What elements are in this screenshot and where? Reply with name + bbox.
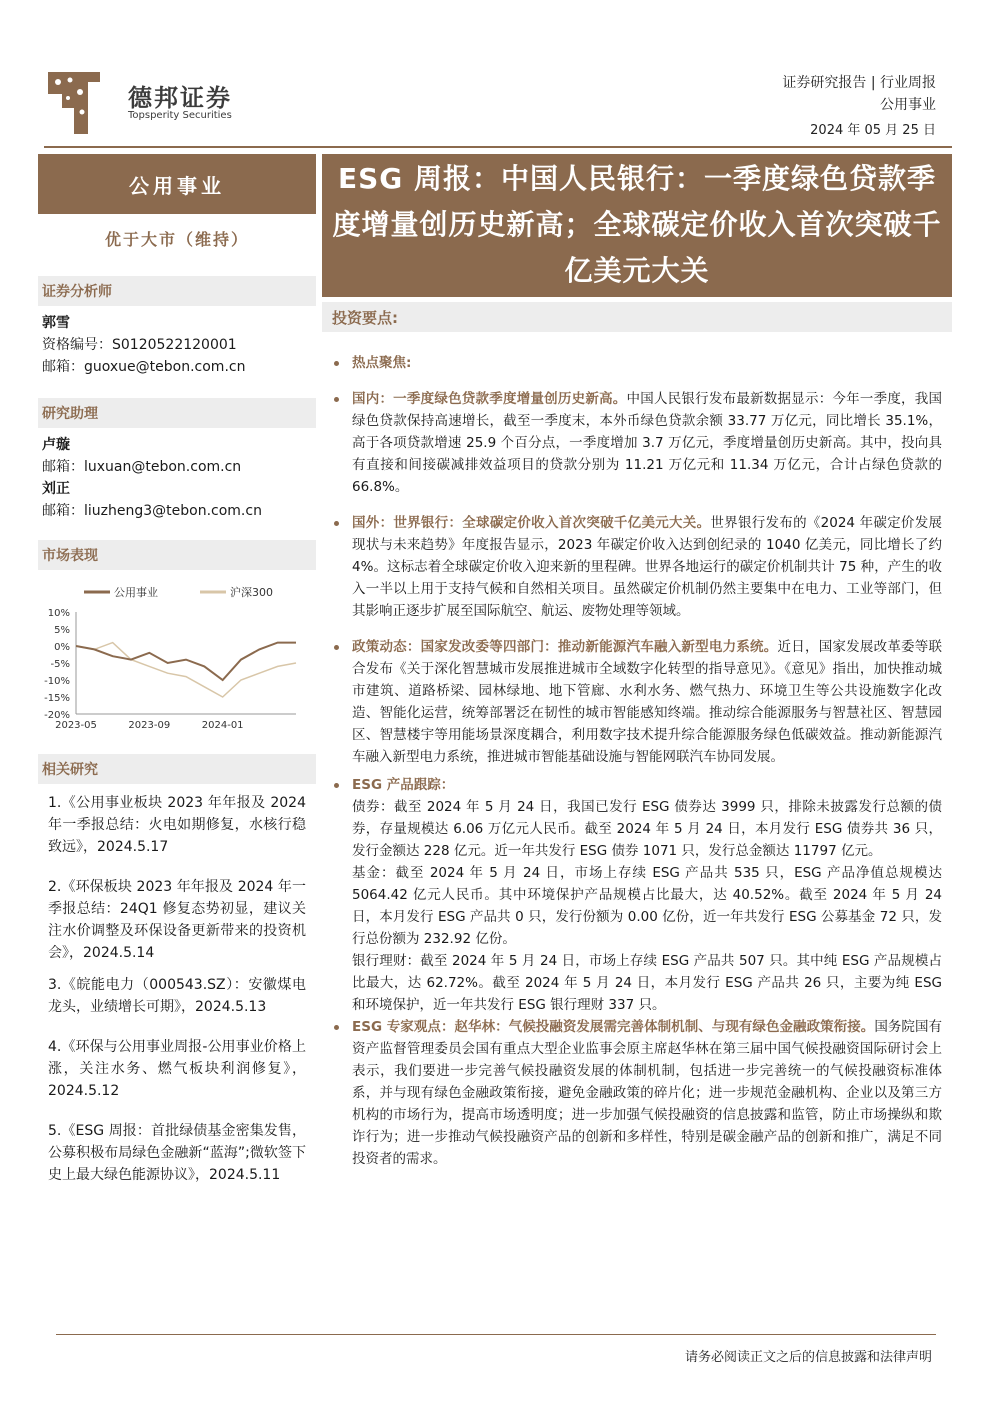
footer-disclaimer: 请务必阅读正文之后的信息披露和法律声明: [684, 1350, 932, 1365]
y-tick-label: -15%: [44, 693, 70, 704]
y-tick-label: -5%: [50, 659, 70, 670]
analyst-email: 邮箱：guoxue@tebon.com.cn: [42, 359, 246, 375]
focus-title: 热点聚焦:: [352, 355, 412, 371]
report-type: 证券研究报告 | 行业周报: [782, 75, 936, 91]
x-tick-label: 2024-01: [201, 720, 244, 728]
related-item[interactable]: 3.《皖能电力（000543.SZ）：安徽煤电龙头，业绩增长可期》，2024.5.13: [48, 977, 306, 1015]
bond-text: 债券：截至 2024 年 5 月 24 日，我国已发行 ESG 债券达 3999 只，排除未披露发行总额的债券，存量规模达 6.06 万亿元人民币。截至 2024 年 5 月 24 日，本月发行 ESG 债券共 36 只，发行金额达 228 亿元。近一年共发行 ESG 债券 1071 只，发行总金额达 11797 亿元。: [352, 799, 942, 859]
company-logo: [44, 68, 264, 140]
utilities-series-line: [76, 643, 296, 680]
y-tick-label: 10%: [47, 608, 70, 619]
legend-label: 沪深300: [230, 586, 273, 599]
header-sector: 公用事业: [880, 97, 936, 113]
y-tick-label: 0%: [54, 642, 70, 653]
header-divider: [44, 146, 952, 148]
legend-label: 公用事业: [114, 586, 158, 599]
brand-name-en: Topsperity Securities: [128, 110, 232, 121]
report-title: ESG 周报：中国人民银行：一季度绿色贷款季度增量创历史新高；全球碳定价收入首次突破千亿美元大关: [322, 154, 952, 297]
main-content: [330, 352, 942, 1170]
expert-point: [330, 1016, 942, 1170]
rating-label: 优于大市（维持）: [104, 229, 249, 249]
expert-text: 国务院国有资产监督管理委员会国有重点大型企业监事会原主席赵华林在第三届中国气候投融资国际研讨会上表示，我们要进一步完善气候投融资发展的体制机制，包括进一步完善统一的气候投融资标准体系，并与现有绿色金融政策衔接，避免金融政策的碎片化；进一步规范金融机构、企业以及第三方机构的市场行为，提高市场透明度；进一步加强气候投融资的信息披露和监管，防止市场操纵和欺诈行为；进一步推动气候投融资产品的创新和多样性，特别是碳金融产品的创新和推广，满足不同投资者的需求。: [352, 1019, 943, 1167]
assistant1-email: 邮箱：luxuan@tebon.com.cn: [42, 459, 242, 475]
domestic-text: 中国人民银行发布最新数据显示：今年一季度，我国绿色贷款保持高速增长，截至一季度末，本外币绿色贷款余额 33.77 万亿元，同比增长 35.1%，高于各项贷款增速 25.9 个百分点，一季度增加 3.7 万亿元，季度增量创历史新高。其中，投向具有直接和间接碳减排效益项目的贷款分别为 11.21 万亿元和 11.34 万亿元，合计占绿色贷款的 66.8%。: [352, 391, 943, 495]
fund-text: 基金：截至 2024 年 5 月 24 日，市场上存续 ESG 产品共 535 只，ESG 产品净值总规模达 5064.42 亿元人民币。其中环境保护产品规模占比最大，达 40.52%。截至 2024 年 5 月 24 日，本月发行 ESG 产品共 0 只，发行份额为 0.00 亿份，近一年共发行 ESG 公募基金 72 只，发行总份额为 232.92 亿份。: [352, 865, 942, 947]
wealth-text: 银行理财：截至 2024 年 5 月 24 日，市场上存续 ESG 产品共 507 只。其中纯 ESG 产品规模占比最大，达 62.72%。截至 2024 年 5 月 24 日，本月发行 ESG 产品共 26 只，主要为纯 ESG 和环境保护，近一年共发行 ESG 银行理财 337 只。: [352, 953, 942, 1013]
foreign-point: [330, 512, 942, 622]
related-item[interactable]: 1.《公用事业板块 2023 年年报及 2024 年一季报总结：火电如期修复，水核行稳致远》，2024.5.17: [48, 795, 306, 855]
key-points-title: 投资要点:: [322, 302, 952, 332]
sidebar: [38, 154, 316, 1186]
analyst-section-title: 证券分析师: [38, 276, 316, 306]
leopard-logo-icon: [44, 68, 104, 138]
header-meta: [782, 72, 936, 142]
footer-divider: [56, 1334, 936, 1335]
related-list: [38, 792, 316, 1186]
product-tracking-title: ESG 产品跟踪：: [352, 777, 455, 793]
assistant1-name: 卢璇: [42, 437, 70, 453]
expert-headline: ESG 专家观点：赵华林：气候投融资发展需完善体制机制、与现有绿色金融政策衔接。: [352, 1019, 875, 1035]
related-item[interactable]: 2.《环保板块 2023 年年报及 2024 年一季报总结：24Q1 修复态势初显，建议关注水价调整及环保设备更新带来的投资机会》，2024.5.14: [48, 879, 306, 961]
y-tick-label: -10%: [44, 676, 70, 687]
market-performance-chart: [38, 578, 316, 728]
foreign-headline: 国外：世界银行：全球碳定价收入首次突破千亿美元大关。: [352, 515, 711, 531]
related-item[interactable]: 4.《环保与公用事业周报-公用事业价格上涨，关注水务、燃气板块利润修复》，2024.5.12: [48, 1039, 306, 1099]
y-tick-label: -20%: [44, 710, 70, 721]
y-tick-label: 5%: [54, 625, 70, 636]
policy-headline: 政策动态：国家发改委等四部门：推动新能源汽车融入新型电力系统。: [352, 639, 778, 655]
assistant2-name: 刘正: [42, 481, 70, 497]
domestic-point: [330, 388, 942, 498]
assistant2-email: 邮箱：liuzheng3@tebon.com.cn: [42, 503, 262, 519]
x-tick-label: 2023-09: [128, 720, 171, 728]
policy-point: [330, 636, 942, 768]
related-section-title: 相关研究: [38, 754, 316, 784]
report-date: 2024 年 05 月 25 日: [810, 123, 936, 138]
sector-banner: 公用事业: [38, 154, 316, 214]
market-section-title: 市场表现: [38, 540, 316, 570]
brand-name-cn: 德邦证券: [128, 84, 232, 112]
policy-text: 近日，国家发展改革委等联合发布《关于深化智慧城市发展推进城市全域数字化转型的指导意见》。《意见》指出，加快推动城市建筑、道路桥梁、园林绿地、地下管廊、水利水务、燃气热力、环境卫生等公共设施数字化改造、智能化运营，统筹部署泛在韧性的城市智能感知终端。推动综合能源服务与智慧社区、智慧园区、智慧楼宇等用能场景深度耦合，利用数字技术提升综合能源服务绿色低碳效益。推动新能源汽车融入新型电力系统，推进城市智能基础设施与智能网联汽车协同发展。: [352, 639, 943, 765]
x-tick-label: 2023-05: [55, 720, 97, 728]
domestic-headline: 国内：一季度绿色贷款季度增量创历史新高。: [352, 391, 627, 407]
market-chart: [38, 578, 316, 728]
related-item[interactable]: 5.《ESG 周报：首批绿债基金密集发售，公募积极布局绿色金融新“蓝海”;微软签下史上最大绿色能源协议》，2024.5.11: [48, 1123, 306, 1183]
analyst-cert: 资格编号：S0120522120001: [42, 337, 237, 353]
assistant-section-title: 研究助理: [38, 398, 316, 428]
analyst-name: 郭雪: [42, 315, 70, 331]
foreign-text: 世界银行发布的《2024 年碳定价发展现状与未来趋势》年度报告显示，2023 年碳定价收入达到创纪录的 1040 亿美元，同比增长了约 4%。这标志着全球碳定价收入迎来新的里程碑。世界各地运行的碳定价机制共计 75 种，产生的收入一半以上用于支持气候和自然相关项目。虽然碳定价机制仍然主要集中在电力、工业等部门，但其影响正逐步扩展至国际航空、航运、废物处理等领域。: [352, 515, 942, 619]
csi300-series-line: [76, 643, 296, 697]
